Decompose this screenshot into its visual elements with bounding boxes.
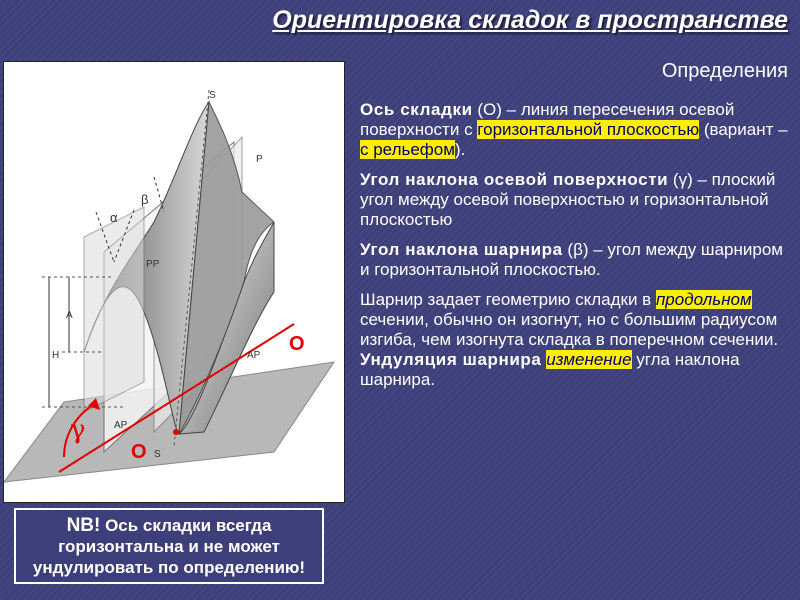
label-axis-o-bottom: O [131, 441, 147, 463]
axis-point [173, 429, 179, 435]
definition-hinge-plunge [360, 240, 790, 280]
axis-text-3: ). [454, 140, 466, 159]
label-pp: PP [146, 259, 160, 270]
label-a: A [66, 310, 73, 321]
undulation-text: угла наклона шарнира. [360, 350, 740, 389]
hinge-note-text-2: сечении, обычно он изогнут, но с большим радиусом изгиба, чем изогнута складка в поперечном сечении. [360, 310, 779, 349]
axis-open-paren: ( [472, 100, 484, 119]
term-hinge-plunge: Угол наклона шарнира [360, 240, 563, 259]
section-title: Определения [661, 60, 788, 82]
axial-plane-dip-text: – плоский угол между осевой поверхностью и горизонтальной плоскостью [360, 170, 776, 229]
fold-diagram-svg [4, 62, 344, 502]
axis-close-paren: ) [496, 100, 502, 119]
term-fold-axis: Ось складки [360, 100, 473, 119]
label-s-bottom: S [154, 449, 161, 460]
hinge-note-highlight: продольном [655, 290, 752, 309]
definition-axial-plane-dip [360, 170, 790, 230]
term-axial-plane-dip: Угол наклона осевой поверхности [360, 170, 669, 189]
undulation-highlight: изменение [546, 350, 632, 369]
page-title: Ориентировка складок в пространстве [272, 6, 788, 34]
front-vertical-plane [84, 207, 144, 412]
beta-symbol: (β) [562, 240, 589, 259]
label-ap-left: AP [114, 420, 128, 431]
nb-text: Ось складки всегда горизонтальна и не может ундулировать по определению! [32, 516, 306, 577]
label-alpha: α [110, 210, 118, 225]
term-undulation: Ундуляция шарнира [360, 350, 542, 369]
definitions-column [360, 100, 790, 400]
definition-undulation [360, 350, 790, 390]
axis-text-2: (вариант – [699, 120, 788, 139]
hinge-note [360, 290, 790, 350]
hinge-plunge-text: – угол между шарниром и горизонтальной плоскостью. [360, 240, 783, 279]
nb-note-box [14, 508, 324, 584]
axis-highlight-horizontal: горизонтальной плоскостью [477, 120, 700, 139]
label-beta: β [141, 192, 149, 207]
nb-mark: NB! [66, 515, 101, 536]
axis-symbol: O [483, 100, 497, 119]
hinge-note-text-1: Шарнир задает геометрию складки в [360, 290, 656, 309]
label-p: P [256, 154, 263, 165]
label-s-top: S [209, 90, 216, 101]
label-ap-right: AP [247, 350, 261, 361]
label-gamma: γ [70, 415, 86, 445]
axis-text-1: – линия пересечения осевой поверхности с [360, 100, 735, 139]
label-h: H [52, 350, 60, 361]
gamma-symbol: (γ) [668, 170, 693, 189]
definition-fold-axis [360, 100, 790, 160]
fold-diagram [3, 61, 345, 503]
axis-highlight-relief: с рельефом [360, 140, 455, 159]
label-axis-o-top: O [289, 333, 305, 355]
